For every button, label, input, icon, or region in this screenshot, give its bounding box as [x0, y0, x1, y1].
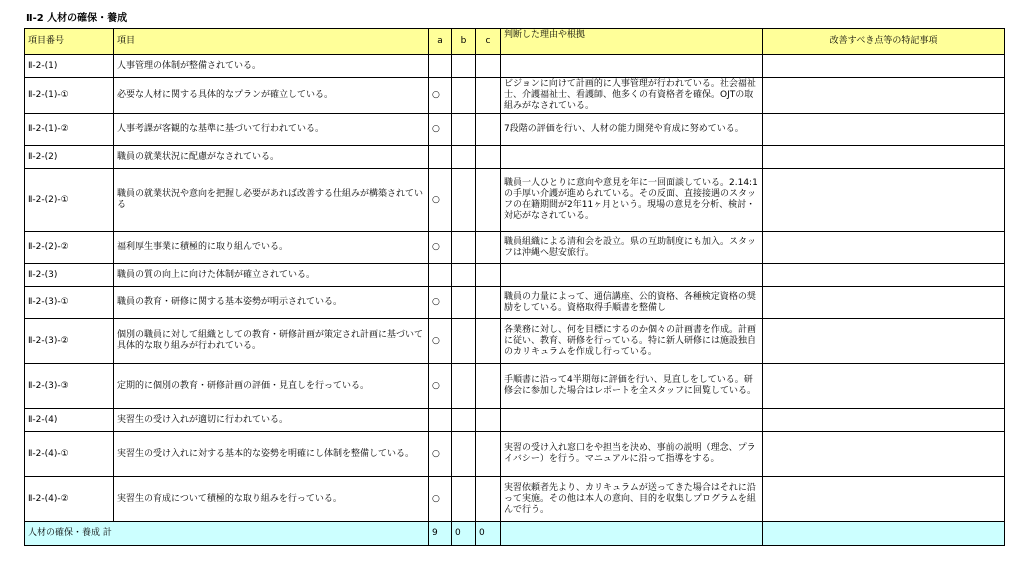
mark-cell-c — [476, 477, 501, 522]
mark-cell-b — [452, 287, 476, 319]
mark-cell-c — [476, 319, 501, 364]
mark-cell-a — [429, 477, 452, 522]
item-cell: 人事管理の体制が整備されている。 — [114, 55, 429, 78]
item-cell: 実習生の受け入れに対する基本的な姿勢を明確にし体制を整備している。 — [114, 432, 429, 477]
notes-cell — [763, 55, 1005, 78]
item-cell: 個別の職員に対して組織としての教育・研修計画が策定され計画に基づいて具体的な取り組みが行われている。 — [114, 319, 429, 364]
notes-cell — [763, 364, 1005, 409]
item-cell: 実習生の受け入れが適切に行われている。 — [114, 409, 429, 432]
mark-cell-a — [429, 287, 452, 319]
notes-cell — [763, 477, 1005, 522]
reason-cell — [501, 55, 763, 78]
table-row — [25, 319, 1005, 364]
table-row — [25, 78, 1005, 114]
reason-cell: 7段階の評価を行い、人材の能力開発や育成に努めている。 — [501, 114, 763, 146]
sheet-title: Ⅱ-2 人材の確保・養成 — [26, 13, 128, 24]
item-number-cell: Ⅱ-2-(3)-③ — [25, 364, 114, 409]
item-number-cell: Ⅱ-2-(1)-② — [25, 114, 114, 146]
notes-cell — [763, 287, 1005, 319]
circle-mark-icon: ○ — [432, 448, 440, 459]
item-number-cell: Ⅱ-2-(4)-② — [25, 477, 114, 522]
total-notes — [763, 522, 1005, 546]
evaluation-table — [24, 28, 1005, 546]
notes-cell — [763, 169, 1005, 232]
mark-cell-c — [476, 146, 501, 169]
mark-cell-a — [429, 264, 452, 287]
reason-cell — [501, 409, 763, 432]
item-number-cell: Ⅱ-2-(2)-② — [25, 232, 114, 264]
notes-cell — [763, 264, 1005, 287]
mark-cell-a — [429, 409, 452, 432]
section-row — [25, 264, 1005, 287]
table-row — [25, 169, 1005, 232]
item-cell: 職員の就業状況や意向を把握し必要があれば改善する仕組みが構築されている — [114, 169, 429, 232]
notes-cell — [763, 319, 1005, 364]
total-row — [25, 522, 1005, 546]
circle-mark-icon: ○ — [432, 242, 440, 252]
reason-cell: 実習依頼者先より、カリキュラムが送ってきた場合はそれに沿って実施。その他は本人の意向、目的を収集しプログラムを組んで行う。 — [501, 477, 763, 522]
mark-cell-b — [452, 264, 476, 287]
total-a: 9 — [429, 522, 452, 546]
reason-cell: ビジョンに向けて計画的に人事管理が行われている。社会福祉士、介護福祉士、看護師、他多くの有資格者を確保。OJTの取組みがなされている。 — [501, 78, 763, 114]
item-number-cell: Ⅱ-2-(3) — [25, 264, 114, 287]
item-number-cell: Ⅱ-2-(2) — [25, 146, 114, 169]
item-number-cell: Ⅱ-2-(3)-② — [25, 319, 114, 364]
circle-mark-icon: ○ — [432, 194, 440, 205]
header-item: 項目 — [114, 29, 429, 55]
mark-cell-a — [429, 55, 452, 78]
total-reason — [501, 522, 763, 546]
mark-cell-a — [429, 169, 452, 232]
mark-cell-a — [429, 232, 452, 264]
item-number-cell: Ⅱ-2-(2)-① — [25, 169, 114, 232]
circle-mark-icon: ○ — [432, 297, 440, 307]
mark-cell-a — [429, 319, 452, 364]
mark-cell-b — [452, 114, 476, 146]
mark-cell-a — [429, 146, 452, 169]
header-c: c — [476, 29, 501, 55]
reason-cell — [501, 264, 763, 287]
reason-cell: 職員の力量によって、通信講座、公的資格、各種検定資格の奨励をしている。資格取得手順書を整備し — [501, 287, 763, 319]
section-row — [25, 409, 1005, 432]
table-row — [25, 114, 1005, 146]
mark-cell-a — [429, 364, 452, 409]
reason-cell: 各業務に対し、何を目標にするのか個々の計画書を作成。計画に従い、教育、研修を行っている。特に新人研修には施設独自のカリキュラムを作成し行っている。 — [501, 319, 763, 364]
header-notes: 改善すべき点等の特記事項 — [763, 29, 1005, 55]
mark-cell-a — [429, 432, 452, 477]
total-label: 人材の確保・養成 計 — [25, 522, 429, 546]
notes-cell — [763, 409, 1005, 432]
mark-cell-b — [452, 364, 476, 409]
mark-cell-b — [452, 78, 476, 114]
reason-cell: 実習の受け入れ窓口をや担当を決め、事前の説明（理念、プライバシー）を行う。マニュアルに沿って指導をする。 — [501, 432, 763, 477]
mark-cell-c — [476, 169, 501, 232]
mark-cell-c — [476, 409, 501, 432]
header-reason: 判断した理由や根拠 — [501, 29, 763, 55]
reason-cell: 職員組織による清和会を設立。県の互助制度にも加入。スタッフは沖縄へ慰安旅行。 — [501, 232, 763, 264]
mark-cell-b — [452, 477, 476, 522]
reason-cell: 手順書に沿って4半期毎に評価を行い、見直しをしている。研修会に参加した場合はレポートを全スタッフに回覧している。 — [501, 364, 763, 409]
mark-cell-a — [429, 114, 452, 146]
mark-cell-b — [452, 319, 476, 364]
table-row — [25, 364, 1005, 409]
table-row — [25, 477, 1005, 522]
item-number-cell: Ⅱ-2-(1)-① — [25, 78, 114, 114]
notes-cell — [763, 78, 1005, 114]
mark-cell-b — [452, 55, 476, 78]
circle-mark-icon: ○ — [432, 493, 440, 504]
mark-cell-a — [429, 78, 452, 114]
item-cell: 人事考課が客観的な基準に基づいて行われている。 — [114, 114, 429, 146]
mark-cell-c — [476, 364, 501, 409]
mark-cell-b — [452, 146, 476, 169]
mark-cell-c — [476, 432, 501, 477]
item-cell: 職員の就業状況に配慮がなされている。 — [114, 146, 429, 169]
item-cell: 職員の教育・研修に関する基本姿勢が明示されている。 — [114, 287, 429, 319]
item-number-cell: Ⅱ-2-(1) — [25, 55, 114, 78]
header-b: b — [452, 29, 476, 55]
table-row — [25, 432, 1005, 477]
notes-cell — [763, 232, 1005, 264]
mark-cell-c — [476, 264, 501, 287]
header-a: a — [429, 29, 452, 55]
item-number-cell: Ⅱ-2-(4) — [25, 409, 114, 432]
circle-mark-icon: ○ — [432, 124, 440, 134]
mark-cell-b — [452, 232, 476, 264]
mark-cell-c — [476, 232, 501, 264]
table-row — [25, 287, 1005, 319]
table-row — [25, 232, 1005, 264]
header-item-number: 項目番号 — [25, 29, 114, 55]
notes-cell — [763, 114, 1005, 146]
item-cell: 実習生の育成について積極的な取り組みを行っている。 — [114, 477, 429, 522]
mark-cell-c — [476, 114, 501, 146]
circle-mark-icon: ○ — [432, 335, 440, 346]
header-row — [25, 29, 1005, 55]
mark-cell-c — [476, 287, 501, 319]
notes-cell — [763, 432, 1005, 477]
notes-cell — [763, 146, 1005, 169]
section-row — [25, 146, 1005, 169]
mark-cell-c — [476, 78, 501, 114]
item-cell: 福利厚生事業に積極的に取り組んでいる。 — [114, 232, 429, 264]
mark-cell-c — [476, 55, 501, 78]
total-b: 0 — [452, 522, 476, 546]
circle-mark-icon: ○ — [432, 380, 440, 391]
item-cell: 定期的に個別の教育・研修計画の評価・見直しを行っている。 — [114, 364, 429, 409]
reason-cell: 職員一人ひとりに意向や意見を年に一回面談している。2.14:1の手厚い介護が進められている。その反面、直接接遇のスタッフの在籍期間が2年11ヶ月という。現場の意見を分析、検討・対応がなされている。 — [501, 169, 763, 232]
reason-cell — [501, 146, 763, 169]
mark-cell-b — [452, 432, 476, 477]
item-cell: 職員の質の向上に向けた体制が確立されている。 — [114, 264, 429, 287]
item-number-cell: Ⅱ-2-(3)-① — [25, 287, 114, 319]
mark-cell-b — [452, 409, 476, 432]
circle-mark-icon: ○ — [432, 90, 440, 100]
item-cell: 必要な人材に関する具体的なプランが確立している。 — [114, 78, 429, 114]
section-row — [25, 55, 1005, 78]
mark-cell-b — [452, 169, 476, 232]
item-number-cell: Ⅱ-2-(4)-① — [25, 432, 114, 477]
total-c: 0 — [476, 522, 501, 546]
